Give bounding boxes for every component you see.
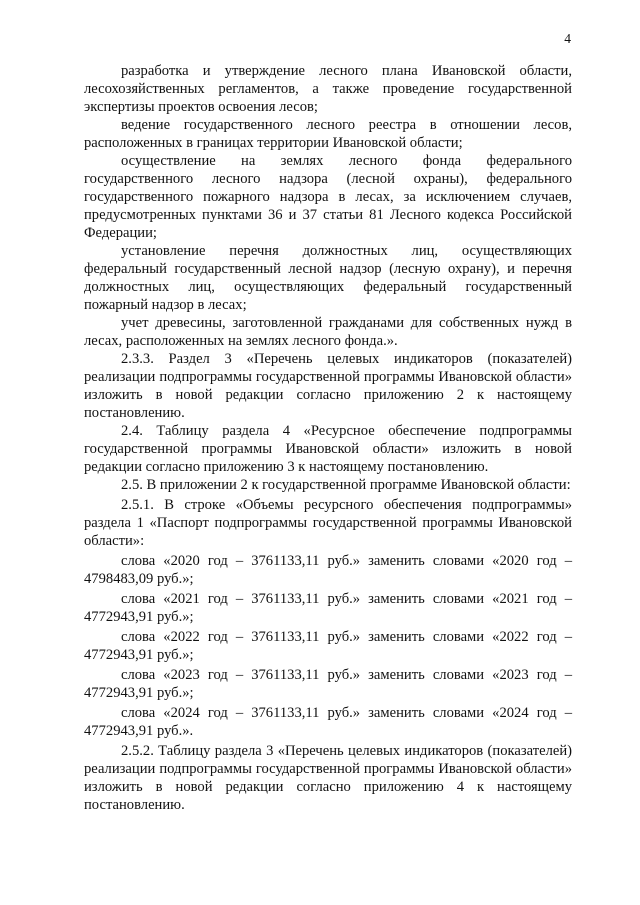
page-number: 4 — [564, 31, 571, 46]
paragraph-words-2023: слова «2023 год – 3761133,11 руб.» заменить словами «2023 год – 4772943,91 руб.»; — [84, 667, 572, 701]
paragraph-forest-plan: разработка и утверждение лесного плана Ивановской области, лесохозяйственных регламентов, а также проведение государственной экспертизы проектов освоения лесов; — [84, 63, 572, 115]
paragraph-words-2022: слова «2022 год – 3761133,11 руб.» заменить словами «2022 год – 4772943,91 руб.»; — [84, 629, 572, 663]
paragraph-forest-supervision: осуществление на землях лесного фонда федерального государственного лесного надзора (лесной охраны), федерального государственного пожарного надзора в лесах, за исключением случаев, предусмотренных пунктами 36 и 37 статьи 81 Лесного кодекса Российской Федерации; — [84, 153, 572, 241]
paragraph-forest-registry: ведение государственного лесного реестра в отношении лесов, расположенных в границах территории Ивановской области; — [84, 117, 572, 151]
paragraph-words-2020: слова «2020 год – 3761133,11 руб.» заменить словами «2020 год – 4798483,09 руб.»; — [84, 553, 572, 587]
paragraph-2-3-3: 2.3.3. Раздел 3 «Перечень целевых индикаторов (показателей) реализации подпрограммы государственной программы Ивановской области» изложить в новой редакции согласно приложению 2 к настоящему постановлению. — [84, 351, 572, 421]
paragraph-2-5-1: 2.5.1. В строке «Объемы ресурсного обеспечения подпрограммы» раздела 1 «Паспорт подпрограммы государственной программы Ивановской области»: — [84, 497, 572, 549]
document-body — [84, 62, 572, 814]
paragraph-officials-list: установление перечня должностных лиц, осуществляющих федеральный государственный лесной надзор (лесную охрану), и перечня должностных лиц, осуществляющих федеральный государственный пожарный надзор в лесах; — [84, 243, 572, 313]
paragraph-timber-accounting: учет древесины, заготовленной гражданами для собственных нужд в лесах, расположенных на землях лесного фонда.». — [84, 315, 572, 349]
paragraph-words-2024: слова «2024 год – 3761133,11 руб.» заменить словами «2024 год – 4772943,91 руб.». — [84, 705, 572, 739]
paragraph-2-4: 2.4. Таблицу раздела 4 «Ресурсное обеспечение подпрограммы государственной программы Ивановской области» изложить в новой редакции согласно приложению 3 к настоящему постановлению. — [84, 423, 572, 475]
paragraph-2-5-2: 2.5.2. Таблицу раздела 3 «Перечень целевых индикаторов (показателей) реализации подпрограммы государственной программы Ивановской области» изложить в новой редакции согласно приложению 4 к настоящему постановлению. — [84, 743, 572, 813]
paragraph-words-2021: слова «2021 год – 3761133,11 руб.» заменить словами «2021 год – 4772943,91 руб.»; — [84, 591, 572, 625]
paragraph-2-5: 2.5. В приложении 2 к государственной программе Ивановской области: — [121, 477, 571, 493]
